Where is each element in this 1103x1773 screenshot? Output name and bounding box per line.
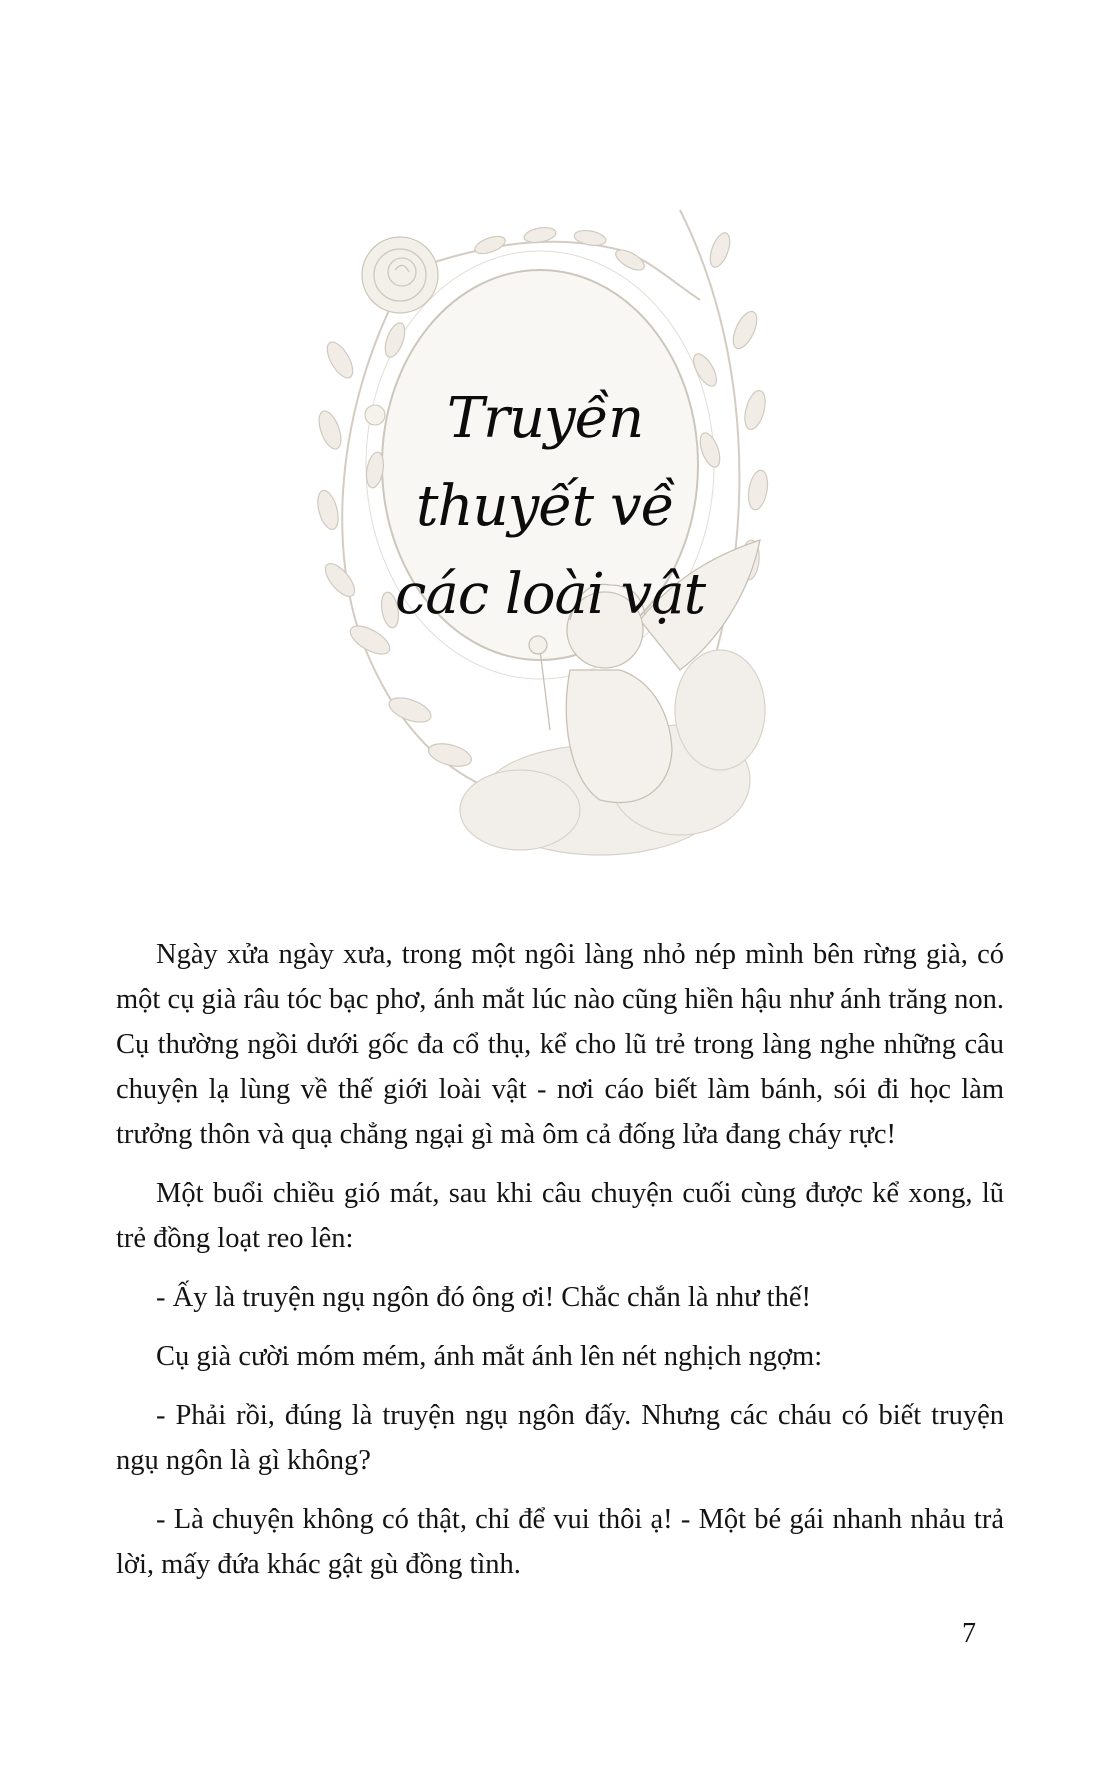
- chapter-title-line-3: các loài vật: [395, 562, 706, 627]
- paragraph: Một buổi chiều gió mát, sau khi câu chuyện cuối cùng được kể xong, lũ trẻ đồng loạt reo lên:: [116, 1178, 1004, 1254]
- chapter-title-line-1: Truyền: [446, 386, 644, 451]
- paragraph: - Là chuyện không có thật, chỉ để vui thôi ạ! - Một bé gái nhanh nhảu trả lời, mấy đứa khác gật gù đồng tình.: [116, 1504, 1004, 1580]
- body-text: [116, 932, 1004, 1601]
- paragraph: - Phải rồi, đúng là truyện ngụ ngôn đấy. Nhưng các cháu có biết truyện ngụ ngôn là gì không?: [116, 1400, 1004, 1476]
- paragraph: - Ấy là truyện ngụ ngôn đó ông ơi! Chắc chắn là như thế!: [156, 1282, 811, 1313]
- paragraph: Ngày xửa ngày xưa, trong một ngôi làng nhỏ nép mình bên rừng già, có một cụ già râu tóc bạc phơ, ánh mắt lúc nào cũng hiền hậu như ánh trăng non. Cụ thường ngồi dưới gốc đa cổ thụ, kể cho lũ trẻ trong làng nghe những câu chuyện lạ lùng về thế giới loài vật - nơi cáo biết làm bánh, sói đi học làm trưởng thôn và quạ chẳng ngại gì mà ôm cả đống lửa đang cháy rực!: [116, 939, 1004, 1150]
- chapter-title-line-2: thuyết về: [415, 474, 675, 539]
- chapter-title: [395, 375, 706, 639]
- paragraph: Cụ già cười móm mém, ánh mắt ánh lên nét nghịch ngợm:: [156, 1341, 823, 1372]
- page-number: 7: [962, 1618, 976, 1649]
